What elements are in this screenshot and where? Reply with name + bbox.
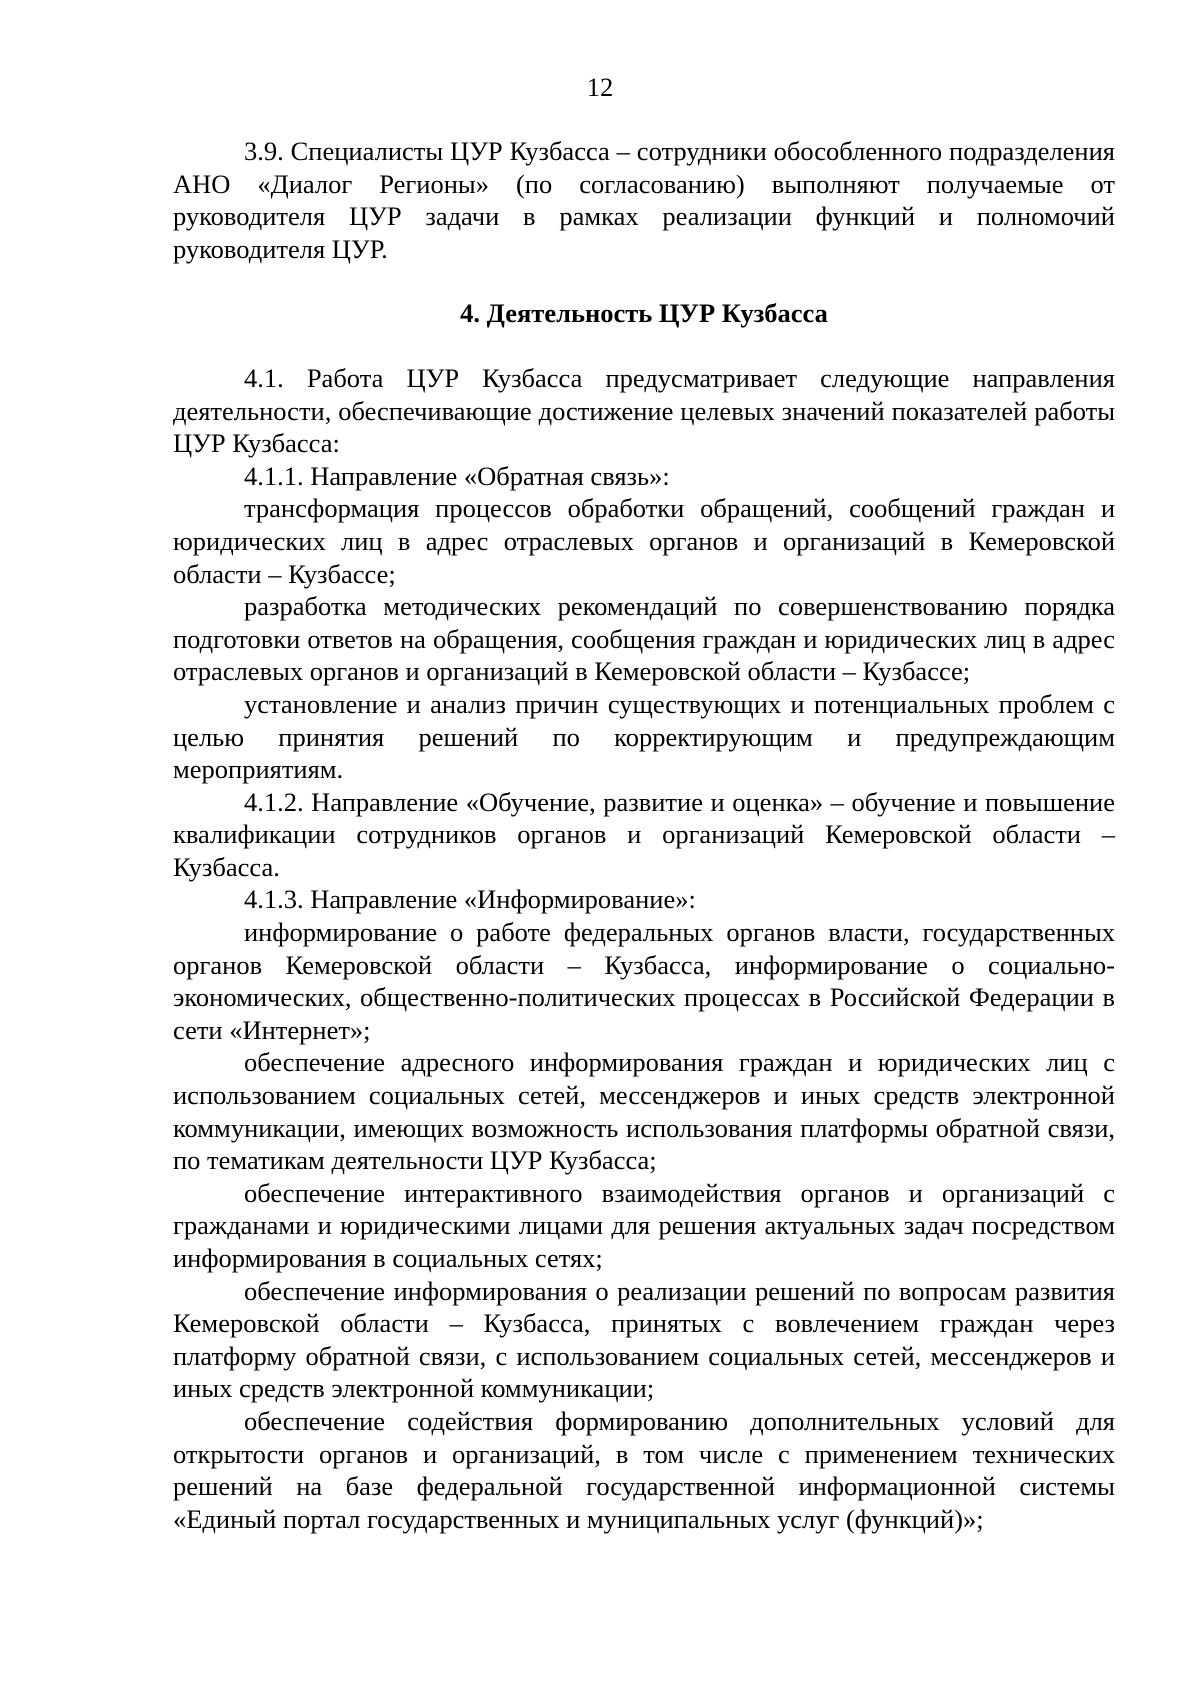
paragraph-decisions-informing: обеспечение информирования о реализации решений по вопросам развития Кемеровской области – Кузбасса, принятых с вовлечением граждан через платформу обратной связи, с использованием социальных сетей, мессенджеров и иных средств электронной коммуникации; bbox=[173, 1275, 1115, 1404]
paragraph-feedback-guidelines: разработка методических рекомендаций по совершенствованию порядка подготовки ответов на обращения, сообщения граждан и юридических лиц в адрес отраслевых органов и организаций в Кемеровской области – Кузбассе; bbox=[173, 591, 1115, 687]
paragraph-openness-support: обеспечение содействия формированию дополнительных условий для открытости органов и организаций, в том числе с применением технических решений на базе федеральной государственной информационной системы «Единый портал государственных и муниципальных услуг (функций)»; bbox=[173, 1405, 1115, 1534]
heading-spacer-bottom bbox=[173, 330, 1115, 362]
paragraph-targeted-informing: обеспечение адресного информирования граждан и юридических лиц с использованием социальных сетей, мессенджеров и иных средств электронной коммуникации, имеющих возможность использования платформы обратной связи, по тематикам деятельности ЦУР Кузбасса; bbox=[173, 1047, 1115, 1176]
page-number: 12 bbox=[586, 72, 614, 102]
section-heading: 4. Деятельность ЦУР Кузбасса bbox=[460, 298, 828, 329]
paragraph-3-9: 3.9. Специалисты ЦУР Кузбасса – сотрудники обособленного подразделения АНО «Диалог Регионы» (по согласованию) выполняют получаемые от руководителя ЦУР задачи в рамках реализации функций и полномочий руководителя ЦУР. bbox=[173, 136, 1115, 264]
paragraph-4-1-3: 4.1.3. Направление «Информирование»: bbox=[244, 884, 696, 915]
paragraph-4-1-2: 4.1.2. Направление «Обучение, развитие и оценка» – обучение и повышение квалификации сотрудников органов и организаций Кемеровской области – Кузбасса. bbox=[173, 786, 1115, 882]
paragraph-informing-authorities: информирование о работе федеральных органов власти, государственных органов Кемеровской области – Кузбасса, информирование о социально-экономических, общественно-политических процессах в Российской Федерации в сети «Интернет»; bbox=[173, 917, 1115, 1045]
heading-spacer-top bbox=[173, 265, 1115, 297]
paragraph-feedback-transformation: трансформация процессов обработки обращений, сообщений граждан и юридических лиц в адрес отраслевых органов и организаций в Кемеровской области – Кузбассе; bbox=[173, 493, 1115, 589]
paragraph-4-1-1: 4.1.1. Направление «Обратная связь»: bbox=[244, 460, 670, 491]
document-body bbox=[173, 135, 1115, 1535]
paragraph-feedback-analysis: установление и анализ причин существующих и потенциальных проблем с целью принятия решений по корректирующим и предупреждающим мероприятиям. bbox=[173, 688, 1115, 785]
paragraph-interactive-interaction: обеспечение интерактивного взаимодействия органов и организаций с гражданами и юридическими лицами для решения актуальных задач посредством информирования в социальных сетях; bbox=[173, 1177, 1115, 1273]
paragraph-4-1: 4.1. Работа ЦУР Кузбасса предусматривает следующие направления деятельности, обеспечивающие достижение целевых значений показателей работы ЦУР Кузбасса: bbox=[173, 362, 1115, 459]
